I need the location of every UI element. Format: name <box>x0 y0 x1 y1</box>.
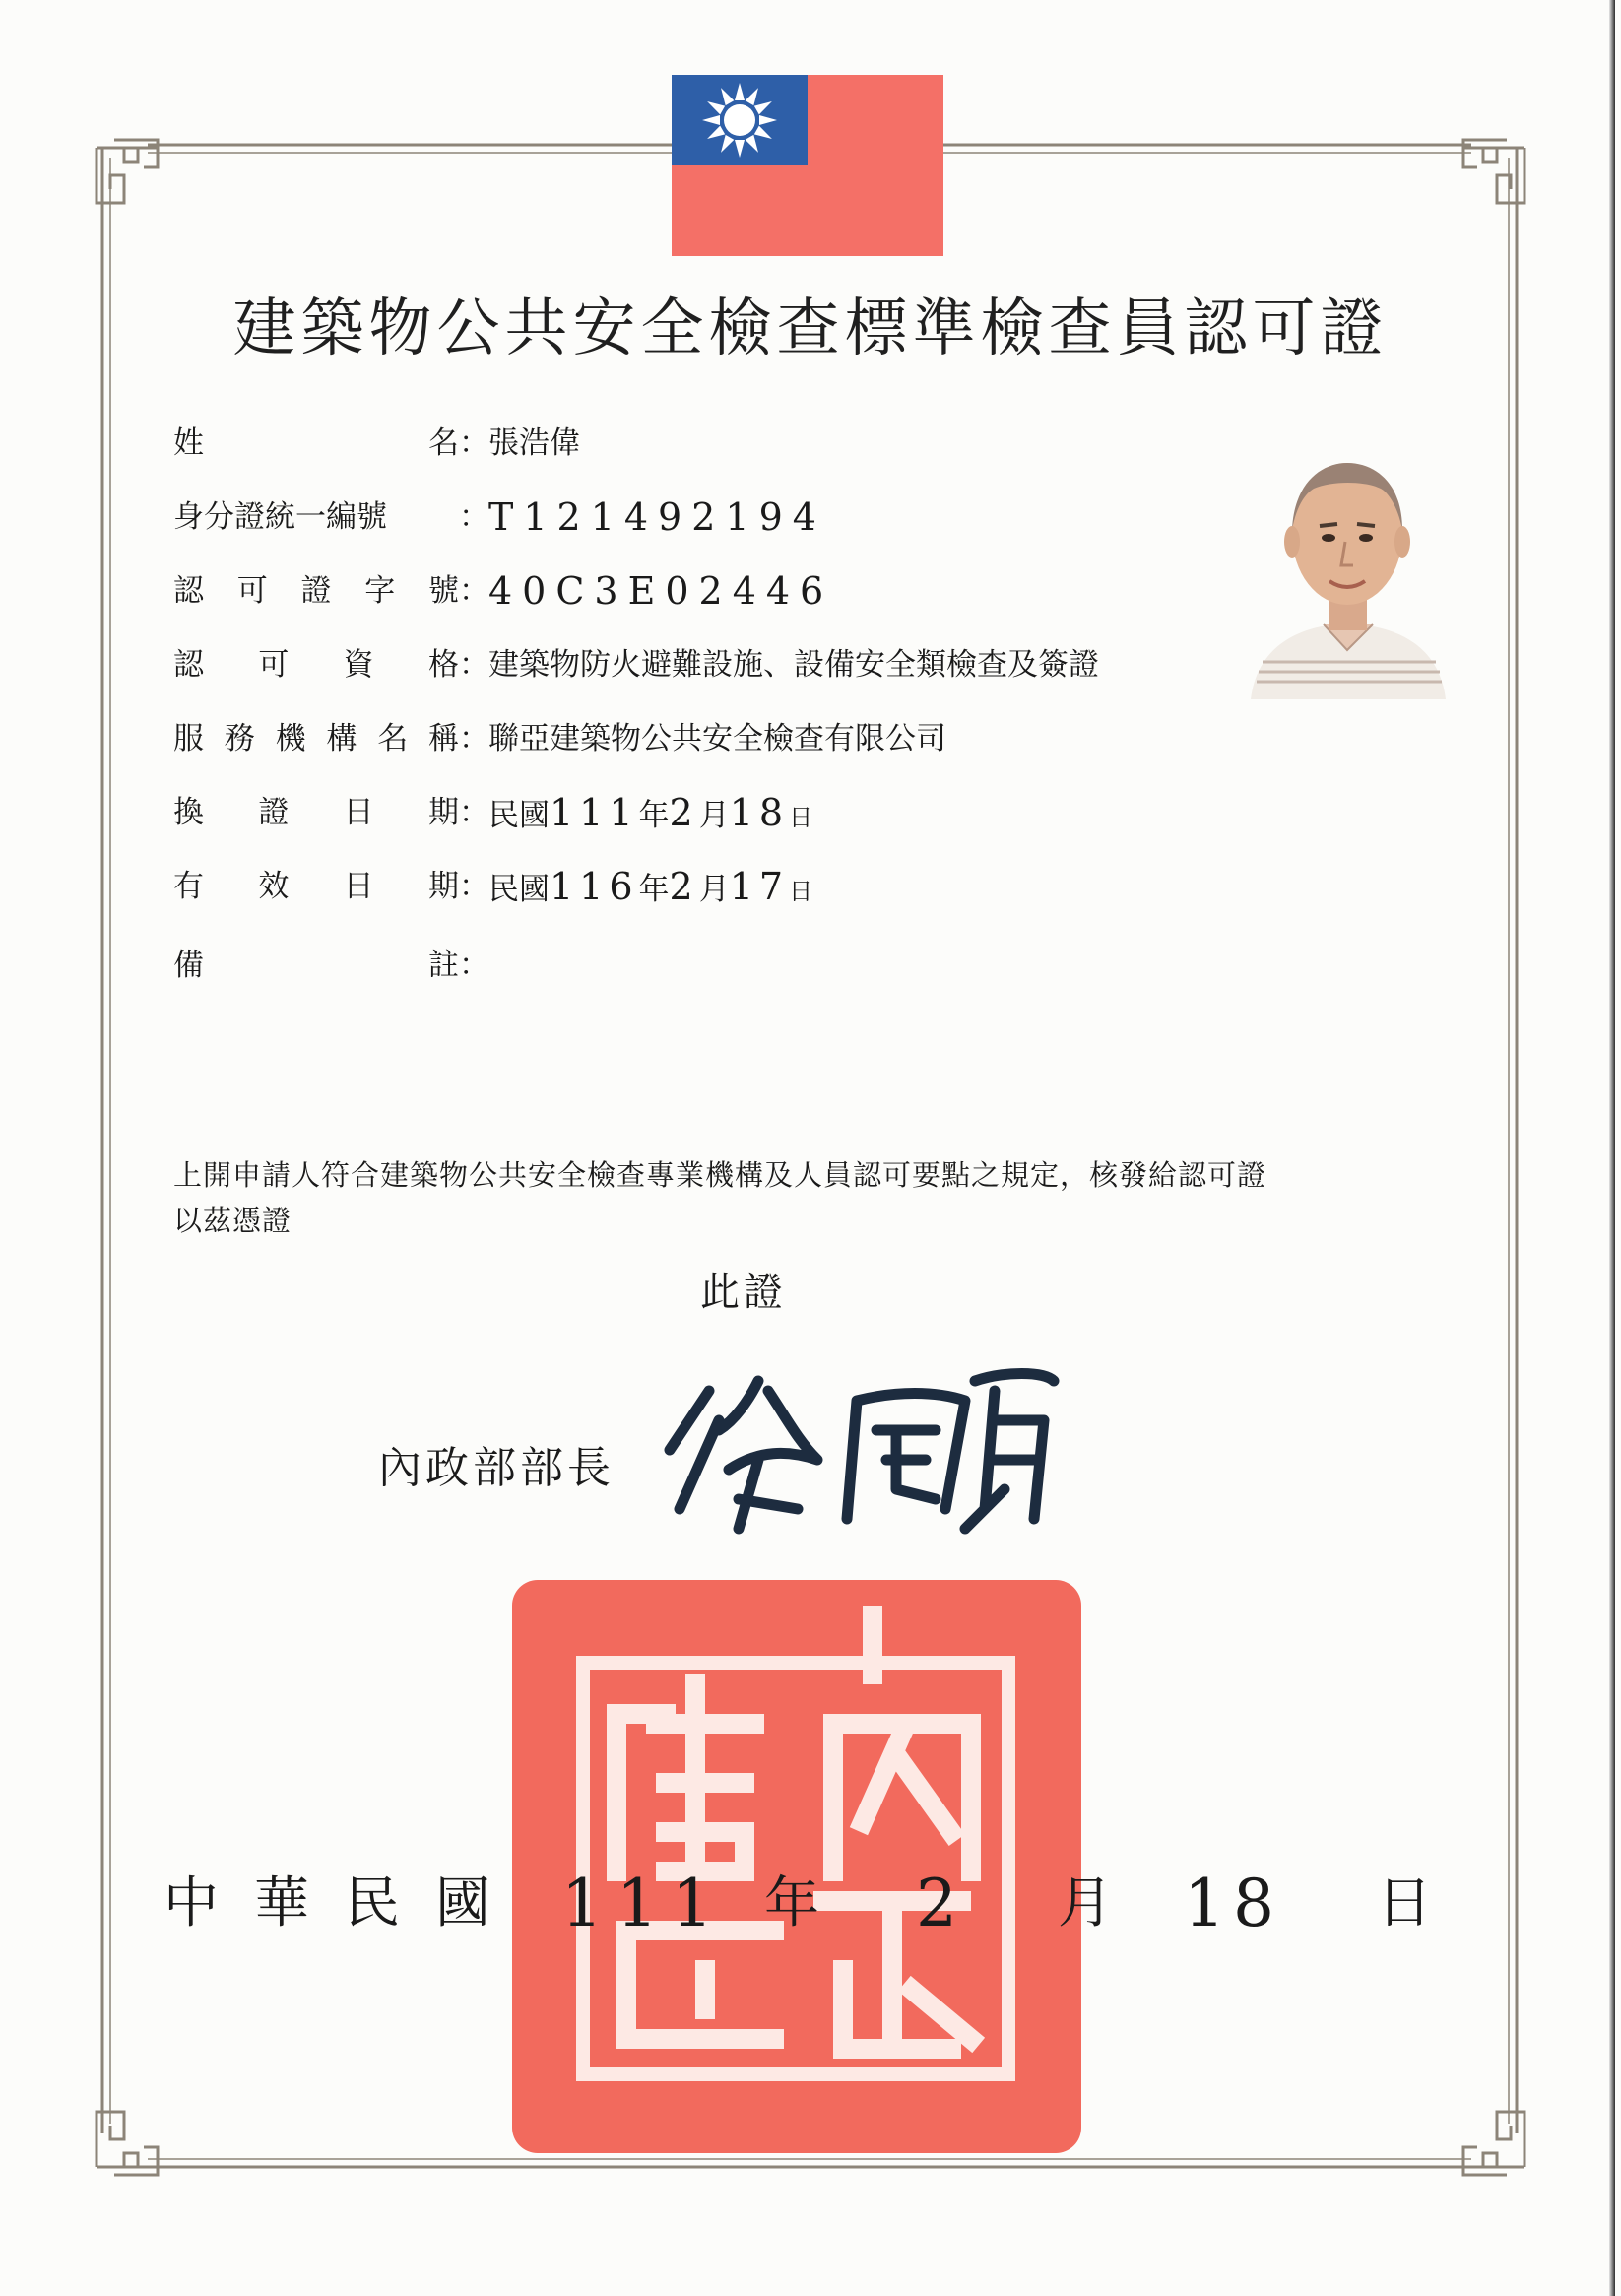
svg-text:徐國勇: 徐國勇 <box>650 1361 653 1362</box>
issue-date: 中 華 民 國 111 年 2 月 18 日 <box>163 1866 1432 1941</box>
certificate-title: 建築物公共安全檢查標準檢查員認可證 <box>232 293 1389 365</box>
minister-title: 內政部部長 <box>378 1443 615 1493</box>
field-label: 認 可 資 格 <box>173 647 459 683</box>
field-label: 換 證 日 期 <box>173 795 459 830</box>
scan-edge <box>1609 0 1615 2296</box>
renewal-date: 民國111年2月18日 <box>488 791 813 834</box>
statement-text: 上開申請人符合建築物公共安全檢查專業機構及人員認可要點之規定，核發給認可證 以茲憑證 <box>173 1158 1267 1237</box>
organization: 聯亞建築物公共安全檢查有限公司 <box>488 721 946 756</box>
valid-date: 民國116年2月17日 <box>488 865 813 908</box>
field-label: 身分證統一編號 <box>173 499 387 535</box>
roc-flag-icon <box>672 75 943 256</box>
qualification: 建築物防火避難設施、設備安全類檢查及簽證 <box>488 647 1099 683</box>
field-label: 服 務 機 構 名 稱 <box>173 721 459 756</box>
id-number: T121492194 <box>488 495 826 539</box>
certificate-closing: 此證 <box>700 1270 787 1315</box>
seal-text: 內政部印 <box>508 1576 512 1577</box>
portrait-photo <box>1243 439 1452 699</box>
field-label: 有 效 日 期 <box>173 869 459 904</box>
field-label: 備 註 <box>173 948 459 983</box>
field-label: 姓 名 <box>173 426 459 461</box>
minister-signature <box>650 1361 1064 1539</box>
field-label: 認 可 證 字 號 <box>173 573 459 609</box>
certificate-number: 40C3E02446 <box>488 569 834 613</box>
certificate-page: 建築物公共安全檢查標準檢查員認可證 姓 名 ： 張浩偉 身分證統一編號 ： T121492194 認 可 證 字 號 ： 40C3E02446 認 可 資 格 ： 建築物防火避難設施、設備安全類檢查及簽證 服 務 機 構 名 稱 ： 聯亞建築物公共安全檢查有限公司 換 證 日 期 ： 民國111年2月18日 有 效 日 期 ： 民國116年2月17日 備 註 ： 上開申請人符合建築物公共安全檢查專業機構及人員認可要點之規定，核發給認可證 以茲憑證 此證 內政部印 內政部部長 徐國勇 中 華 民 國 111 年 2 月 18 日 <box>0 0 1621 2296</box>
holder-name: 張浩偉 <box>488 426 580 461</box>
